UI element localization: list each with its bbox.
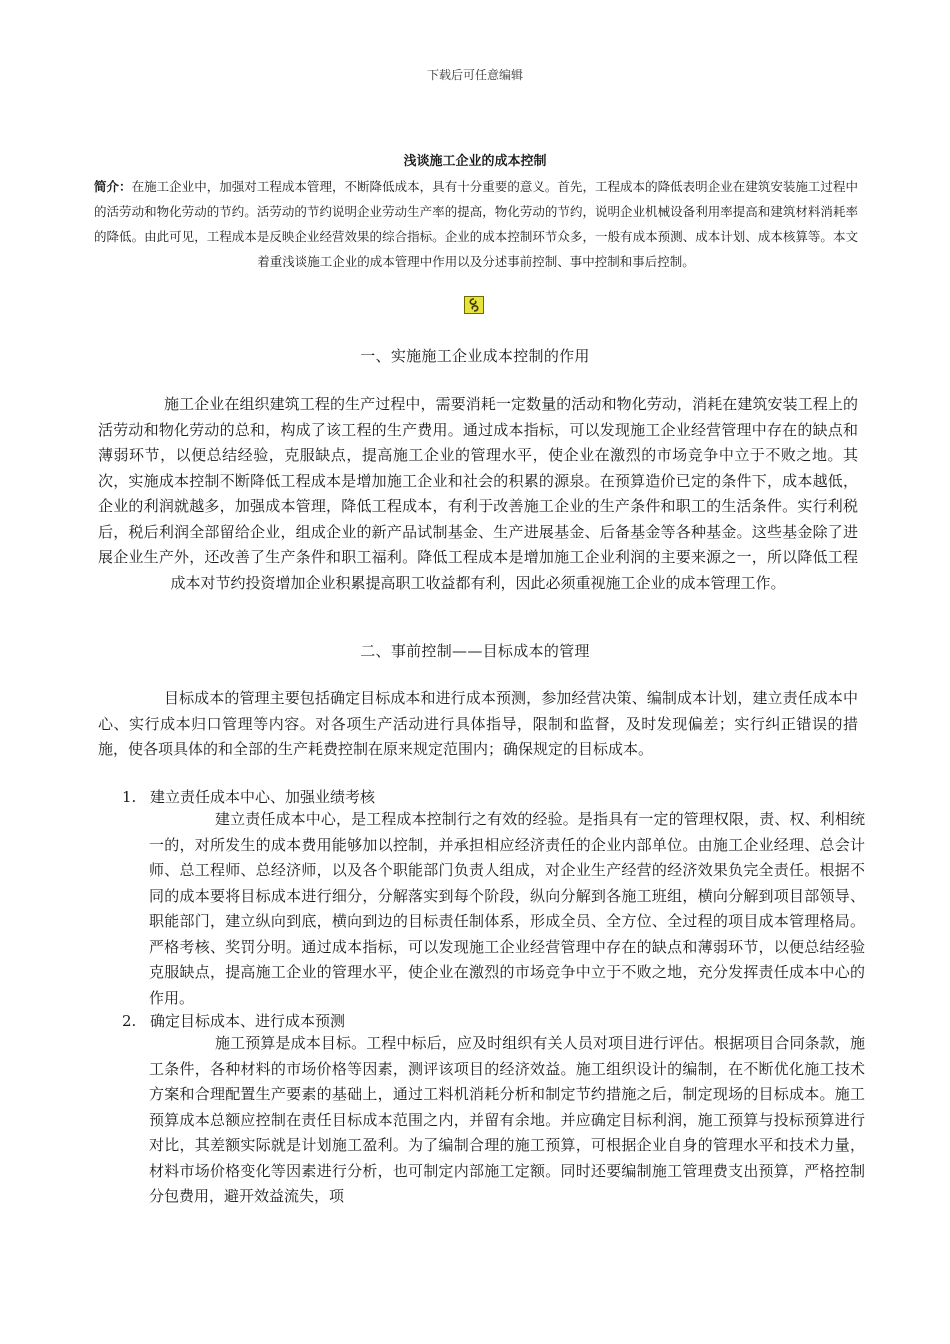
list-item-2-title — [122, 1010, 345, 1031]
section-2-heading: 二、事前控制——目标成本的管理 — [360, 642, 590, 660]
abstract — [94, 174, 858, 274]
list-item-1-label: 建立责任成本中心、加强业绩考核 — [150, 788, 376, 806]
page-title: 浅谈施工企业的成本控制 — [403, 154, 547, 169]
list-item-2-number: 2. — [122, 1012, 137, 1030]
abstract-lead: 简介： — [94, 179, 132, 194]
swirl-badge-icon — [464, 296, 484, 314]
list-item-2-label: 确定目标成本、进行成本预测 — [150, 1012, 346, 1030]
header-note: 下载后可任意编辑 — [426, 68, 523, 82]
section-1-heading: 一、实施施工企业成本控制的作用 — [360, 347, 590, 365]
list-item-1-body: 建立责任成本中心，是工程成本控制行之有效的经验。是指具有一定的管理权限，责、权、利相统一的，对所发生的成本费用能够加以控制，并承担相应经济责任的企业内部单位。由施工企业经理、总会计师、总工程师、总经济师，以及各个职能部门负责人组成，对企业生产经营的经济效果负完全责任。根据不同的成本要将目标成本进行细分，分解落实到每个阶段，纵向分解到各施工班组，横向分解到项目部领导、职能部门，建立纵向到底，横向到边的目标责任制体系，形成全员、全方位、全过程的项目成本管理格局。严格考核、奖罚分明。通过成本指标，可以发现施工企业经营管理中存在的缺点和薄弱环节，以便总结经验克服缺点，提高施工企业的管理水平，使企业在激烈的市场竞争中立于不败之地，充分发挥责任成本中心的作用。 — [149, 810, 865, 1007]
abstract-text: 在施工企业中，加强对工程成本管理，不断降低成本，具有十分重要的意义。首先，工程成本的降低表明企业在建筑安装施工过程中的活劳动和物化劳动的节约。活劳动的节约说明企业劳动生产率的提高，物化劳动的节约，说明企业机械设备利用率提高和建筑材料消耗率的降低。由此可见，工程成本是反映企业经营效果的综合指标。企业的成本控制环节众多，一般有成本预测、成本计划、成本核算等。本文着重浅谈施工企业的成本管理中作用以及分述事前控制、事中控制和事后控制。 — [94, 179, 858, 269]
list-item-2-body: 施工预算是成本目标。工程中标后，应及时组织有关人员对项目进行评估。根据项目合同条款，施工条件，各种材料的市场价格等因素，测评该项目的经济效益。施工组织设计的编制，在不断优化施工技术方案和合理配置生产要素的基础上，通过工料机消耗分析和制定节约措施之后，制定现场的目标成本。施工预算成本总额应控制在责任目标成本范围之内，并留有余地。并应确定目标利润，施工预算与投标预算进行对比，其差额实际就是计划施工盈利。为了编制合理的施工预算，可根据企业自身的管理水平和技术力量，材料市场价格变化等因素进行分析，也可制定内部施工定额。同时还要编制施工管理费支出预算，严格控制分包费用，避开效益流失，项 — [149, 1034, 865, 1205]
section-1-body: 施工企业在组织建筑工程的生产过程中，需要消耗一定数量的活动和物化劳动，消耗在建筑安装工程上的活劳动和物化劳动的总和，构成了该工程的生产费用。通过成本指标，可以发现施工企业经营管理中存在的缺点和薄弱环节，以便总结经验，克服缺点，提高施工企业的管理水平，使企业在激烈的市场竞争中立于不败之地。其次，实施成本控制不断降低工程成本是增加施工企业和社会的积累的源泉。在预算造价已定的条件下，成本越低，企业的利润就越多，加强成本管理，降低工程成本，有利于改善施工企业的生产条件和职工的生活条件。实行利税后，税后利润全部留给企业，组成企业的新产品试制基金、生产进展基金、后备基金等各种基金。这些基金除了进展企业生产外，还改善了生产条件和职工福利。降低工程成本是增加施工企业利润的主要来源之一，所以降低工程成本对节约投资增加企业积累提高职工收益都有利，因此必须重视施工企业的成本管理工作。 — [98, 395, 858, 592]
list-item-1-title — [122, 786, 375, 807]
list-item-1-number: 1. — [122, 788, 137, 806]
section-2-body: 目标成本的管理主要包括确定目标成本和进行成本预测，参加经营决策、编制成本计划，建立责任成本中心、实行成本归口管理等内容。对各项生产活动进行具体指导，限制和监督，及时发现偏差；实行纠正错误的措施，使各项具体的和全部的生产耗费控制在原来规定范围内；确保规定的目标成本。 — [98, 689, 858, 758]
